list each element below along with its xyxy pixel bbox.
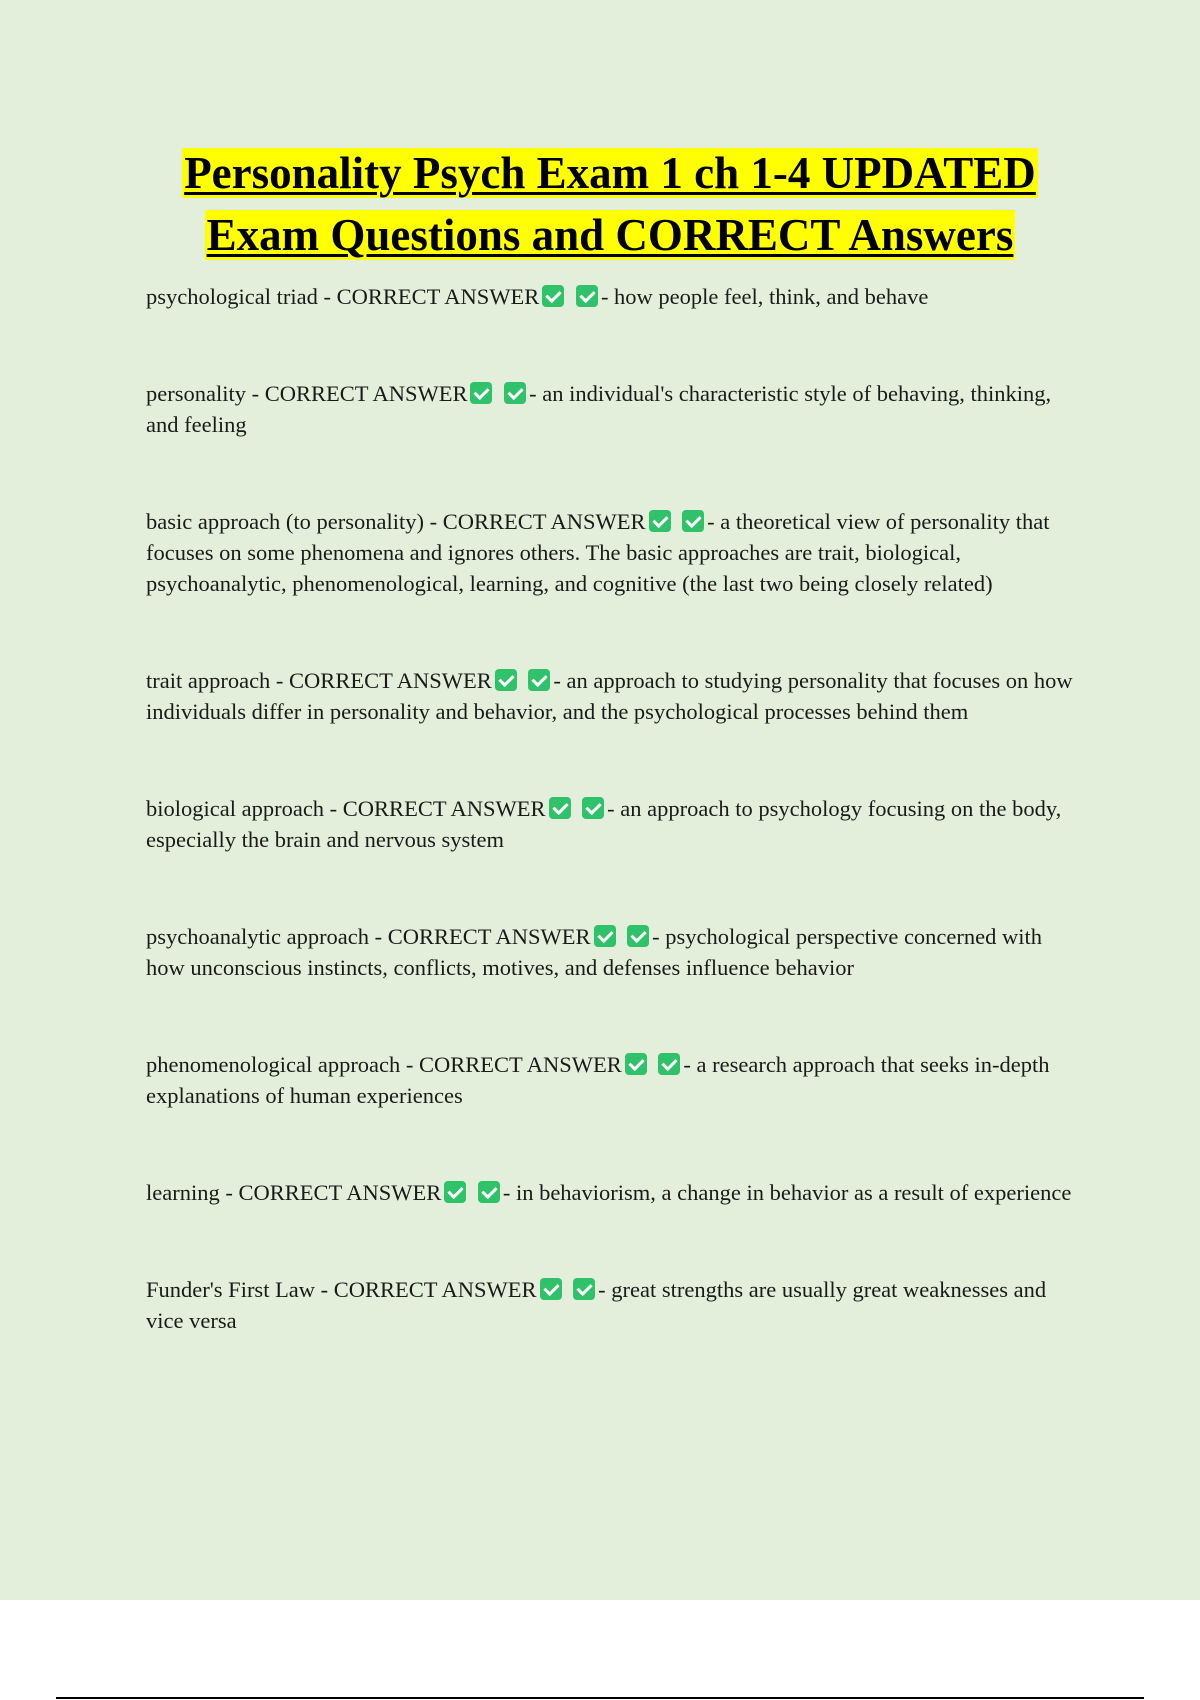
qa-entry	[146, 281, 1076, 312]
entry-term: trait approach - CORRECT ANSWER	[146, 668, 492, 693]
check-box-icon	[528, 669, 550, 691]
entry-definition: - an approach to studying personality that focuses on how individuals differ in personality and behavior, and the psychological processes behind them	[146, 668, 1073, 724]
qa-entry	[146, 378, 1076, 440]
entry-term: biological approach - CORRECT ANSWER	[146, 796, 546, 821]
check-box-icon	[658, 1053, 680, 1075]
check-box-icon	[582, 797, 604, 819]
entry-term: learning - CORRECT ANSWER	[146, 1180, 442, 1205]
qa-entry	[146, 1177, 1076, 1208]
check-box-icon	[594, 925, 616, 947]
entry-term: psychological triad - CORRECT ANSWER	[146, 284, 540, 309]
check-box-icon	[625, 1053, 647, 1075]
entry-term: personality - CORRECT ANSWER	[146, 381, 468, 406]
entry-term: phenomenological approach - CORRECT ANSWER	[146, 1052, 622, 1077]
entry-definition: - an approach to psychology focusing on the body, especially the brain and nervous system	[146, 796, 1062, 852]
check-box-icon	[549, 797, 571, 819]
entry-definition: - a theoretical view of personality that focuses on some phenomena and ignores others. The basic approaches are trait, biological, psychoanalytic, phenomenological, learning, and cognitive (the last two being closely related)	[146, 509, 1050, 596]
check-box-icon	[478, 1181, 500, 1203]
qa-entry	[146, 506, 1076, 599]
check-box-icon	[470, 382, 492, 404]
qa-entry	[146, 793, 1076, 855]
footer-divider	[56, 1697, 1144, 1699]
check-box-icon	[495, 669, 517, 691]
document-title	[145, 142, 1075, 266]
title-line-1: Personality Psych Exam 1 ch 1-4 UPDATED	[184, 148, 1036, 198]
check-box-icon	[444, 1181, 466, 1203]
check-box-icon	[682, 510, 704, 532]
entry-definition: - a research approach that seeks in-depth explanations of human experiences	[146, 1052, 1050, 1108]
entry-definition: - in behaviorism, a change in behavior as a result of experience	[502, 1180, 1072, 1205]
qa-entry	[146, 1049, 1076, 1111]
entry-term: psychoanalytic approach - CORRECT ANSWER	[146, 924, 591, 949]
check-box-icon	[542, 285, 564, 307]
entry-term: basic approach (to personality) - CORRECT ANSWER	[146, 509, 646, 534]
qa-entry	[146, 921, 1076, 983]
entry-definition: - great strengths are usually great weaknesses and vice versa	[146, 1277, 1047, 1333]
qa-entry	[146, 1274, 1076, 1336]
check-box-icon	[576, 285, 598, 307]
entry-definition: - an individual's characteristic style of behaving, thinking, and feeling	[146, 381, 1052, 437]
check-box-icon	[573, 1278, 595, 1300]
qa-entry	[146, 665, 1076, 727]
qa-list	[146, 281, 1076, 1336]
check-box-icon	[540, 1278, 562, 1300]
check-box-icon	[504, 382, 526, 404]
entry-term: Funder's First Law - CORRECT ANSWER	[146, 1277, 537, 1302]
entry-definition: - how people feel, think, and behave	[600, 284, 929, 309]
check-box-icon	[649, 510, 671, 532]
check-box-icon	[627, 925, 649, 947]
title-line-2: Exam Questions and CORRECT Answers	[206, 210, 1014, 260]
entry-definition: - psychological perspective concerned with how unconscious instincts, conflicts, motives, and defenses influence behavior	[146, 924, 1043, 980]
